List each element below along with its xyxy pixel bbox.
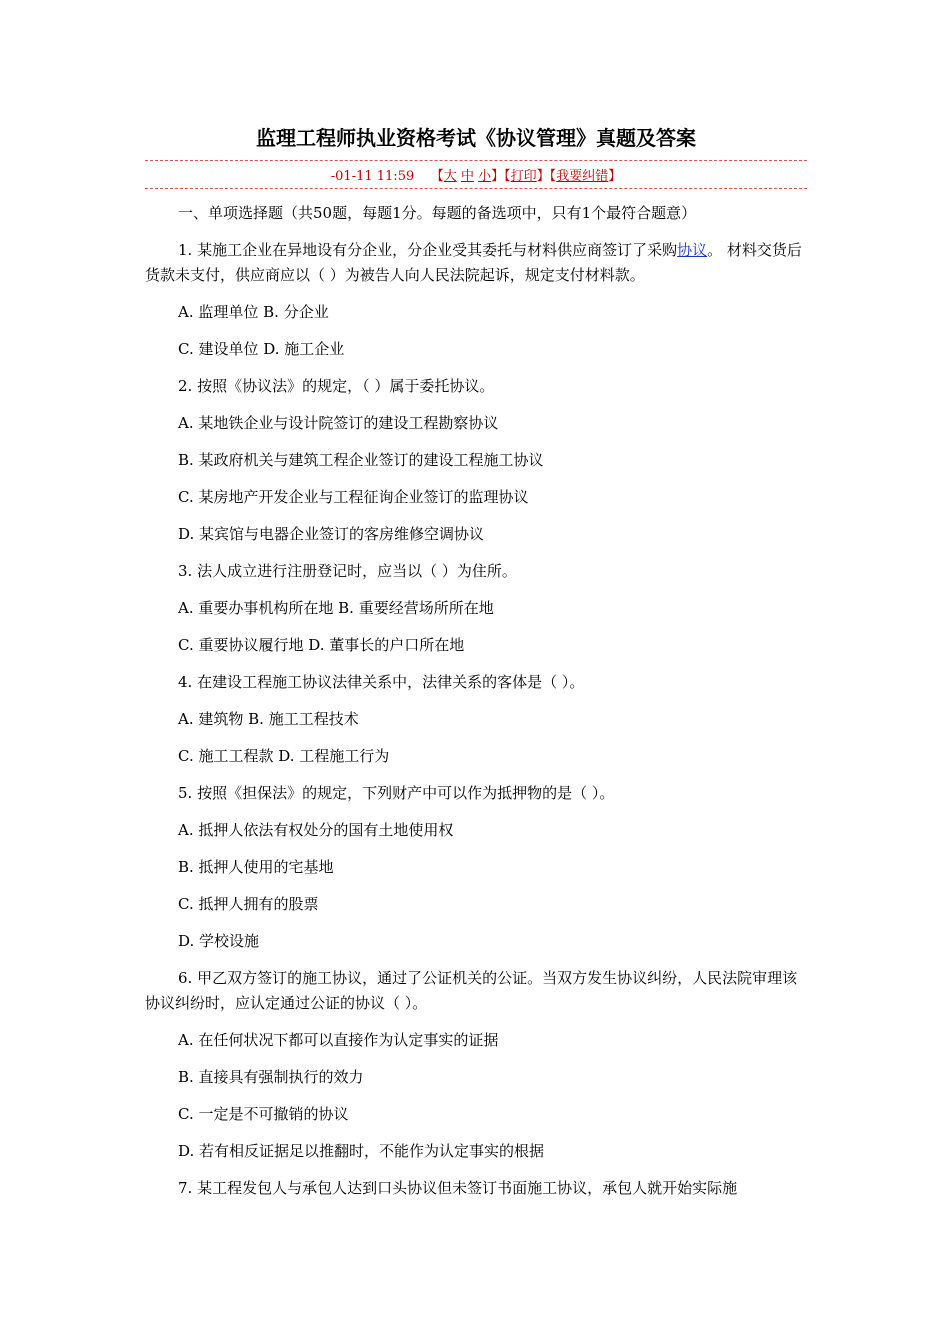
report-error-link[interactable]: 我要纠错 — [556, 169, 609, 184]
list-item: 3. 法人成立进行注册登记时，应当以（ ）为住所。 — [178, 562, 517, 580]
top-divider — [145, 160, 807, 161]
list-item: D. 某宾馆与电器企业签订的客房维修空调协议 — [178, 525, 485, 543]
list-item: D. 学校设施 — [178, 932, 260, 950]
bottom-divider — [145, 188, 807, 189]
agreement-link[interactable]: 协议 — [677, 241, 708, 259]
list-item: C. 建设单位 D. 施工企业 — [178, 340, 345, 358]
list-item: 5. 按照《担保法》的规定，下列财产中可以作为抵押物的是（ ）。 — [178, 784, 615, 802]
list-item: C. 某房地产开发企业与工程征询企业签订的监理协议 — [178, 488, 529, 506]
bracket: 】 — [608, 169, 622, 184]
font-small-link[interactable]: 小 — [478, 169, 492, 184]
bracket: 【 — [549, 169, 557, 184]
list-item: D. 若有相反证据足以推翻时，不能作为认定事实的根据 — [178, 1142, 545, 1160]
publish-date: -01-11 11:59 — [330, 169, 415, 184]
list-item: 4. 在建设工程施工协议法律关系中，法律关系的客体是（ ）。 — [178, 673, 585, 691]
article-body — [145, 201, 807, 1213]
list-item: A. 监理单位 B. 分企业 — [178, 303, 329, 321]
font-large-link[interactable]: 大 — [443, 169, 457, 184]
list-item: B. 直接具有强制执行的效力 — [178, 1068, 364, 1086]
list-item: C. 一定是不可撤销的协议 — [178, 1105, 349, 1123]
list-item: A. 建筑物 B. 施工工程技术 — [178, 710, 359, 728]
list-item: C. 抵押人拥有的股票 — [178, 895, 319, 913]
list-item: A. 在任何状况下都可以直接作为认定事实的证据 — [178, 1031, 499, 1049]
article-meta — [145, 165, 807, 184]
list-item: C. 重要协议履行地 D. 董事长的户口所在地 — [178, 636, 465, 654]
question-text: 。 材料交货后货款未支付，供应商应以（ ）为被告人向人民法院起诉，规定支付材料款。 — [145, 241, 802, 284]
list-item: A. 某地铁企业与设计院签订的建设工程勘察协议 — [178, 414, 499, 432]
list-item: 6. 甲乙双方签订的施工协议，通过了公证机关的公证。当双方发生协议纠纷，人民法院审理该协议纠纷时，应认定通过公证的协议（ ）。 — [145, 969, 798, 1012]
list-item: C. 施工工程款 D. 工程施工行为 — [178, 747, 390, 765]
list-item: A. 抵押人依法有权处分的国有土地使用权 — [178, 821, 454, 839]
bracket: 】 — [536, 169, 550, 184]
print-link[interactable]: 打印 — [510, 169, 537, 184]
page-title: 监理工程师执业资格考试《协议管理》真题及答案 — [256, 126, 696, 150]
section-heading: 一、单项选择题（共50题，每题1分。每题的备选项中，只有1个最符合题意） — [178, 204, 697, 222]
question-text: 1. 某施工企业在异地设有分企业，分企业受其委托与材料供应商签订了采购 — [178, 241, 678, 259]
font-medium-link[interactable]: 中 — [460, 169, 474, 184]
list-item: A. 重要办事机构所在地 B. 重要经营场所所在地 — [178, 599, 494, 617]
list-item: 2. 按照《协议法》的规定，（ ）属于委托协议。 — [178, 377, 495, 395]
bracket: 【 — [504, 169, 511, 184]
list-item: B. 某政府机关与建筑工程企业签订的建设工程施工协议 — [178, 451, 544, 469]
question-1 — [145, 238, 807, 288]
list-item: 7. 某工程发包人与承包人达到口头协议但未签订书面施工协议，承包人就开始实际施 — [178, 1179, 738, 1197]
bracket: 】 — [491, 169, 505, 184]
list-item: B. 抵押人使用的宅基地 — [178, 858, 334, 876]
bracket: 【 — [430, 169, 444, 184]
